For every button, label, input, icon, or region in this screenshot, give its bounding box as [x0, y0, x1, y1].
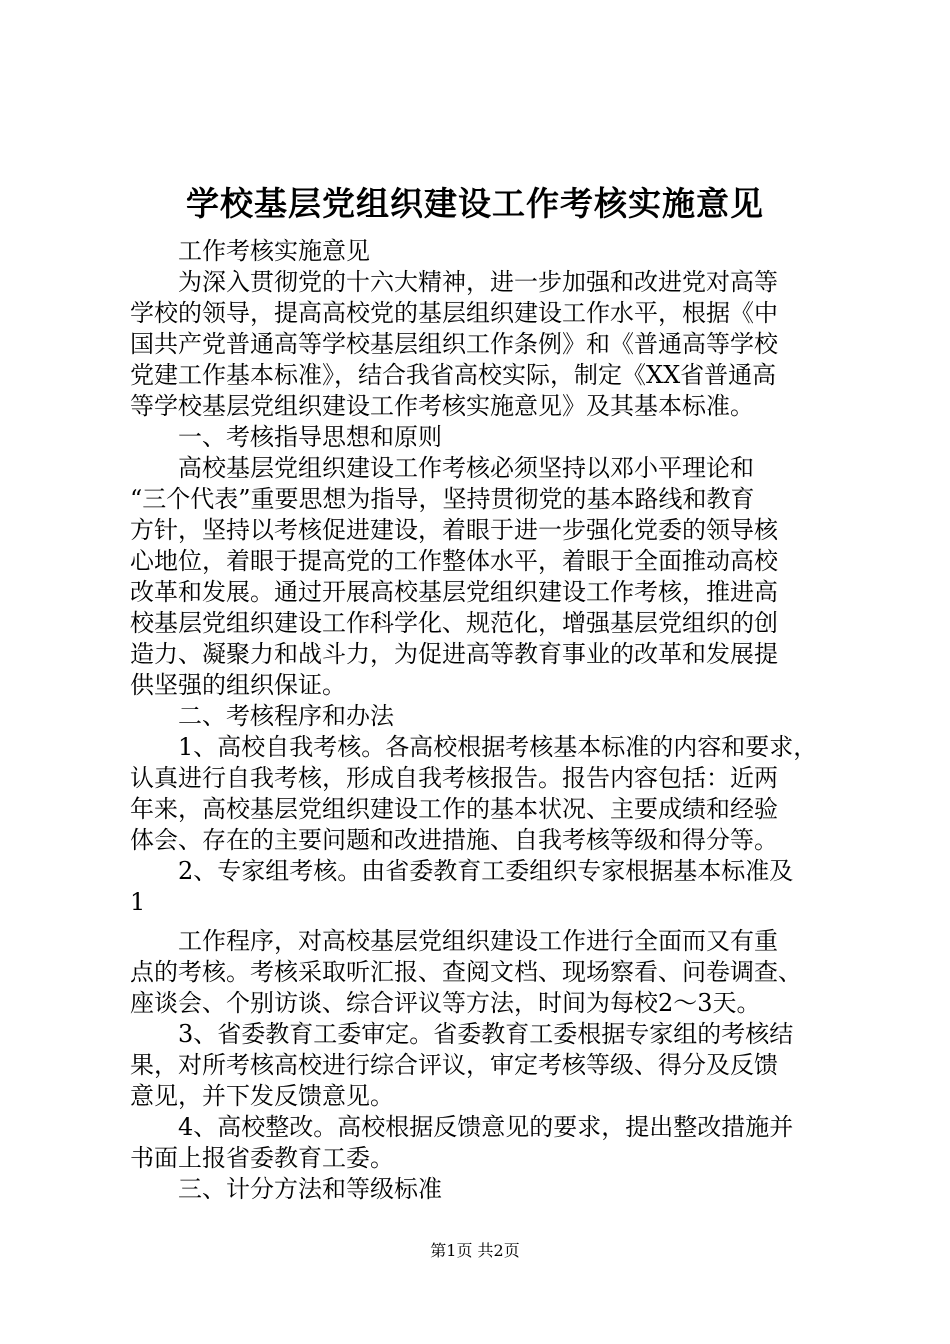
text-line: 年来，高校基层党组织建设工作的基本状况、主要成绩和经验: [130, 795, 778, 823]
text-line: 造力、凝聚力和战斗力，为促进高等教育事业的改革和发展提: [130, 640, 778, 668]
text-line: 一、考核指导思想和原则: [130, 423, 442, 451]
text-line: 1、高校自我考核。各高校根据考核基本标准的内容和要求，: [130, 733, 818, 761]
text-line: 学校的领导，提高高校党的基层组织建设工作水平，根据《中: [130, 299, 778, 327]
text-line: 点的考核。考核采取听汇报、查阅文档、现场察看、问卷调查、: [130, 958, 802, 986]
text-line: 方针，坚持以考核促进建设，着眼于进一步强化党委的领导核: [130, 516, 778, 544]
text-line: 1: [130, 888, 146, 916]
text-line: 书面上报省委教育工委。: [130, 1144, 394, 1172]
text-line: 党建工作基本标准》，结合我省高校实际，制定《XX省普通高: [130, 361, 777, 389]
page-footer: 第1页 共2页: [430, 1241, 520, 1260]
text-line: “三个代表”重要思想为指导，坚持贯彻党的基本路线和教育: [130, 485, 755, 513]
page-break-gap: [130, 918, 830, 926]
text-line: 改革和发展。通过开展高校基层党组织建设工作考核，推进高: [130, 578, 778, 606]
text-line: 果，对所考核高校进行综合评议，审定考核等级、得分及反馈: [130, 1051, 778, 1079]
text-line: 高校基层党组织建设工作考核必须坚持以邓小平理论和: [130, 454, 754, 482]
text-line: 国共产党普通高等学校基层组织工作条例》和《普通高等学校: [130, 330, 778, 358]
document-title: 学校基层党组织建设工作考核实施意见: [186, 184, 764, 223]
text-line: 4、高校整改。高校根据反馈意见的要求，提出整改措施并: [130, 1113, 794, 1141]
text-line: 三、计分方法和等级标准: [130, 1175, 442, 1203]
text-line: 3、省委教育工委审定。省委教育工委根据专家组的考核结: [130, 1020, 794, 1048]
text-line: 意见，并下发反馈意见。: [130, 1082, 394, 1110]
text-line: 认真进行自我考核，形成自我考核报告。报告内容包括：近两: [130, 764, 778, 792]
text-line: 二、考核程序和办法: [130, 702, 394, 730]
text-line: 体会、存在的主要问题和改进措施、自我考核等级和得分等。: [130, 826, 778, 854]
text-line: 心地位，着眼于提高党的工作整体水平，着眼于全面推动高校: [130, 547, 778, 575]
text-line: 工作程序，对高校基层党组织建设工作进行全面而又有重: [130, 927, 778, 955]
text-line: 2、专家组考核。由省委教育工委组织专家根据基本标准及: [130, 857, 794, 885]
text-line: 等学校基层党组织建设工作考核实施意见》及其基本标准。: [130, 392, 754, 420]
text-line: 校基层党组织建设工作科学化、规范化，增强基层党组织的创: [130, 609, 778, 637]
text-line: 工作考核实施意见: [130, 237, 370, 265]
text-line: 为深入贯彻党的十六大精神，进一步加强和改进党对高等: [130, 268, 778, 296]
text-line: 座谈会、个别访谈、综合评议等方法，时间为每校2～3天。: [130, 989, 761, 1017]
document-body: [130, 236, 830, 1205]
text-line: 供坚强的组织保证。: [130, 671, 346, 699]
